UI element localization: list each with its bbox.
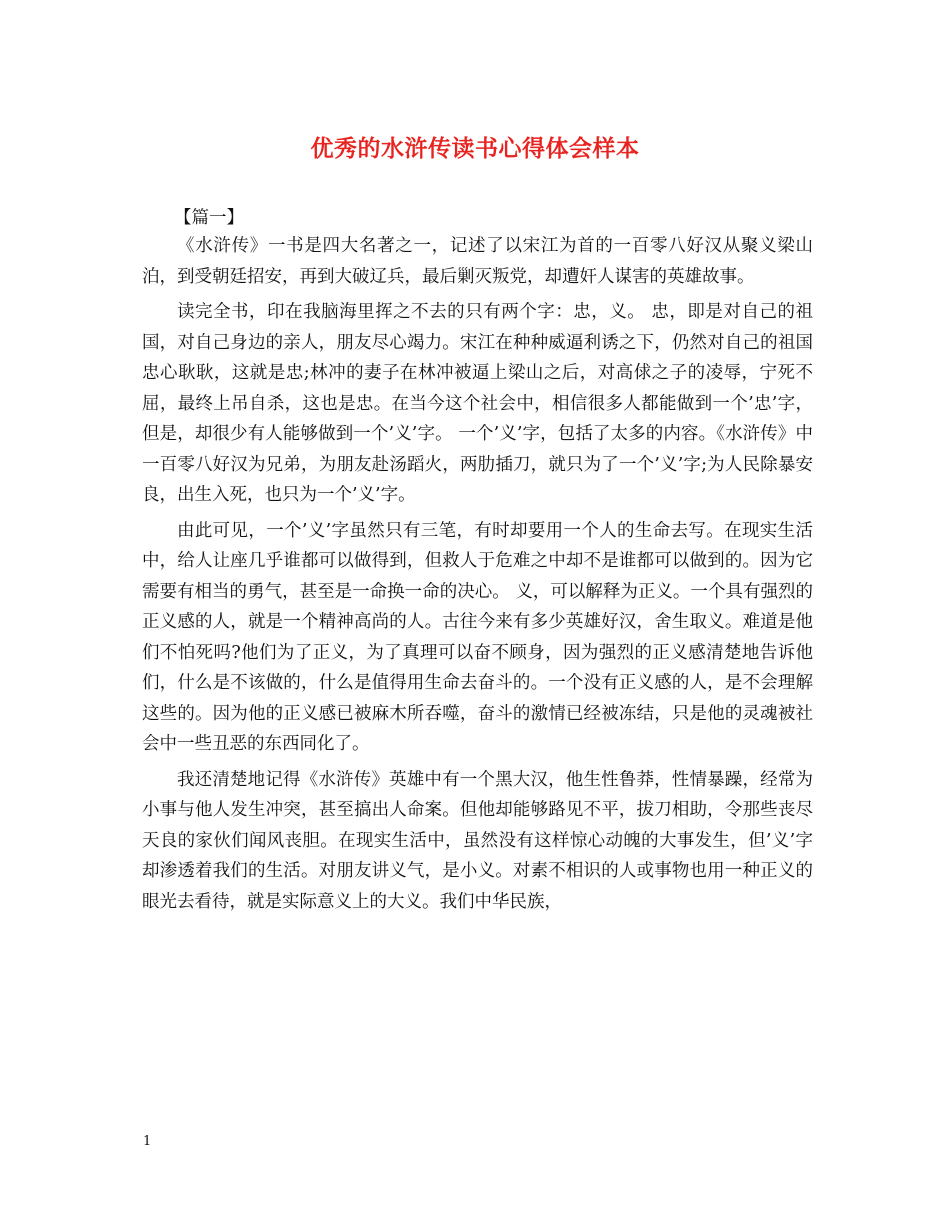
paragraph-4: 我还清楚地记得《水浒传》英雄中有一个黑大汉，他生性鲁莽，性情暴躁，经常为小事与他人发生冲突，甚至搞出人命案。但他却能够路见不平，拔刀相助，令那些丧尽天良的家伙们闻风丧胆。在现实生活中，虽然没有这样惊心动魄的大事发生，但’义’字却渗透着我们的生活。对朋友讲义气，是小义。对素不相识的人或事物也用一种正义的眼光去看待，就是实际意义上的大义。我们中华民族， xyxy=(142,769,813,912)
section-label: 【篇一】 xyxy=(174,208,244,228)
page-number: 1 xyxy=(143,1134,152,1149)
document-body xyxy=(142,231,813,922)
paragraph-2: 读完全书，印在我脑海里挥之不去的只有两个字：忠，义。 忠，即是对自己的祖国，对自己身边的亲人，朋友尽心竭力。宋江在种种威逼利诱之下，仍然对自己的祖国忠心耿耿，这就是忠;林冲的妻子在林冲被逼上梁山之后，对高俅之子的凌辱，宁死不屈，最终上吊自杀，这也是忠。在当今这个社会中，相信很多人都能做到一个’忠’字，但是，却很少有人能够做到一个’义’字。 一个’义’字，包括了太多的内容。《水浒传》中一百零八好汉为兄弟，为朋友赴汤蹈火，两肋插刀，就只为了一个’义’字;为人民除暴安良，出生入死，也只为一个’义’字。 xyxy=(142,302,813,505)
document-title: 优秀的水浒传读书心得体会样本 xyxy=(310,135,640,162)
paragraph-1: 《水浒传》一书是四大名著之一，记述了以宋江为首的一百零八好汉从聚义梁山泊，到受朝廷招安，再到大破辽兵，最后剿灭叛党，却遭奸人谋害的英雄故事。 xyxy=(142,236,813,287)
paragraph-3: 由此可见，一个’义’字虽然只有三笔，有时却要用一个人的生命去写。在现实生活中，给人让座几乎谁都可以做得到，但救人于危难之中却不是谁都可以做到的。因为它需要有相当的勇气，甚至是一命换一命的决心。 义，可以解释为正义。一个具有强烈的正义感的人，就是一个精神高尚的人。古往今来有多少英雄好汉，舍生取义。难道是他们不怕死吗?他们为了正义，为了真理可以奋不顾身，因为强烈的正义感清楚地告诉他们，什么是不该做的，什么是值得用生命去奋斗的。一个没有正义感的人，是不会理解这些的。因为他的正义感已被麻木所吞噬，奋斗的激情已经被冻结，只是他的灵魂被社会中一些丑恶的东西同化了。 xyxy=(142,520,813,754)
